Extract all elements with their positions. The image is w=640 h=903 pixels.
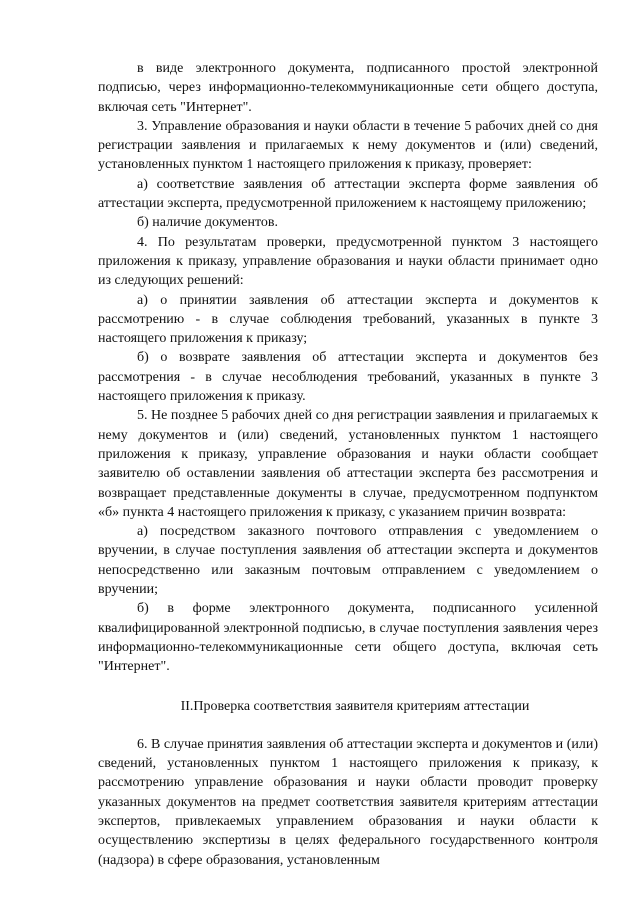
paragraph-5b: б) в форме электронного документа, подписанного усиленной квалифицированной электронной подписью, в случае поступления заявления через информационно-телекоммуникационные сети общего доступа, включая сеть "Интернет".: [98, 601, 598, 675]
spacer: [98, 677, 598, 697]
paragraph-5a: а) посредством заказного почтового отправления с уведомлением о вручении, в случае поступления заявления об аттестации эксперта и документов непосредственно или заказным почтовым отправлением с уведомлением о вручении;: [98, 524, 598, 598]
paragraph-5: 5. Не позднее 5 рабочих дней со дня регистрации заявления и прилагаемых к нему документов и (или) сведений, установленных пунктом 1 настоящего приложения к приказу, управление образования и науки области сообщает заявителю об оставлении заявления об аттестации эксперта без рассмотрения и возвращает представленные документы в случае, предусмотренном подпунктом «б» пункта 4 настоящего приложения к приказу, с указанием причин возврата:: [98, 408, 598, 520]
paragraph-4: 4. По результатам проверки, предусмотренной пунктом 3 настоящего приложения к приказу, управление образования и науки области принимает одно из следующих решений:: [98, 234, 598, 289]
paragraph-3a: а) соответствие заявления об аттестации эксперта форме заявления об аттестации эксперта, предусмотренной приложением к настоящему приложению;: [98, 176, 598, 212]
paragraph-3b: б) наличие документов.: [137, 215, 278, 231]
document-body: [98, 59, 598, 870]
paragraph-continuation: в виде электронного документа, подписанного простой электронной подписью, через информационно-телекоммуникационные сети общего доступа, включая сеть "Интернет".: [98, 61, 598, 115]
paragraph-6: 6. В случае принятия заявления об аттестации эксперта и документов и (или) сведений, установленных пунктом 1 настоящего приложения к приказу, к рассмотрению управление образования и науки области проводит проверку указанных документов на предмет соответствия заявителя критериям аттестации экспертов, привлекаемых управлением образования и науки области к осуществлению экспертизы в целях федерального государственного контроля (надзора) в сфере образования, установленным: [98, 736, 598, 868]
paragraph-4b: б) о возврате заявления об аттестации эксперта и документов без рассмотрения - в случае несоблюдения требований, указанных в пункте 3 настоящего приложения к приказу.: [98, 350, 598, 405]
paragraph-3: 3. Управление образования и науки области в течение 5 рабочих дней со дня регистрации заявления и прилагаемых к нему документов и (или) сведений, установленных пунктом 1 настоящего приложения к приказу, проверяет:: [98, 118, 598, 173]
spacer: [98, 716, 598, 735]
section-heading: II.Проверка соответствия заявителя критериям аттестации: [180, 698, 530, 714]
paragraph-4a: а) о принятии заявления об аттестации эксперта и документов к рассмотрению - в случае соблюдения требований, указанных в пункте 3 настоящего приложения к приказу;: [98, 292, 598, 347]
